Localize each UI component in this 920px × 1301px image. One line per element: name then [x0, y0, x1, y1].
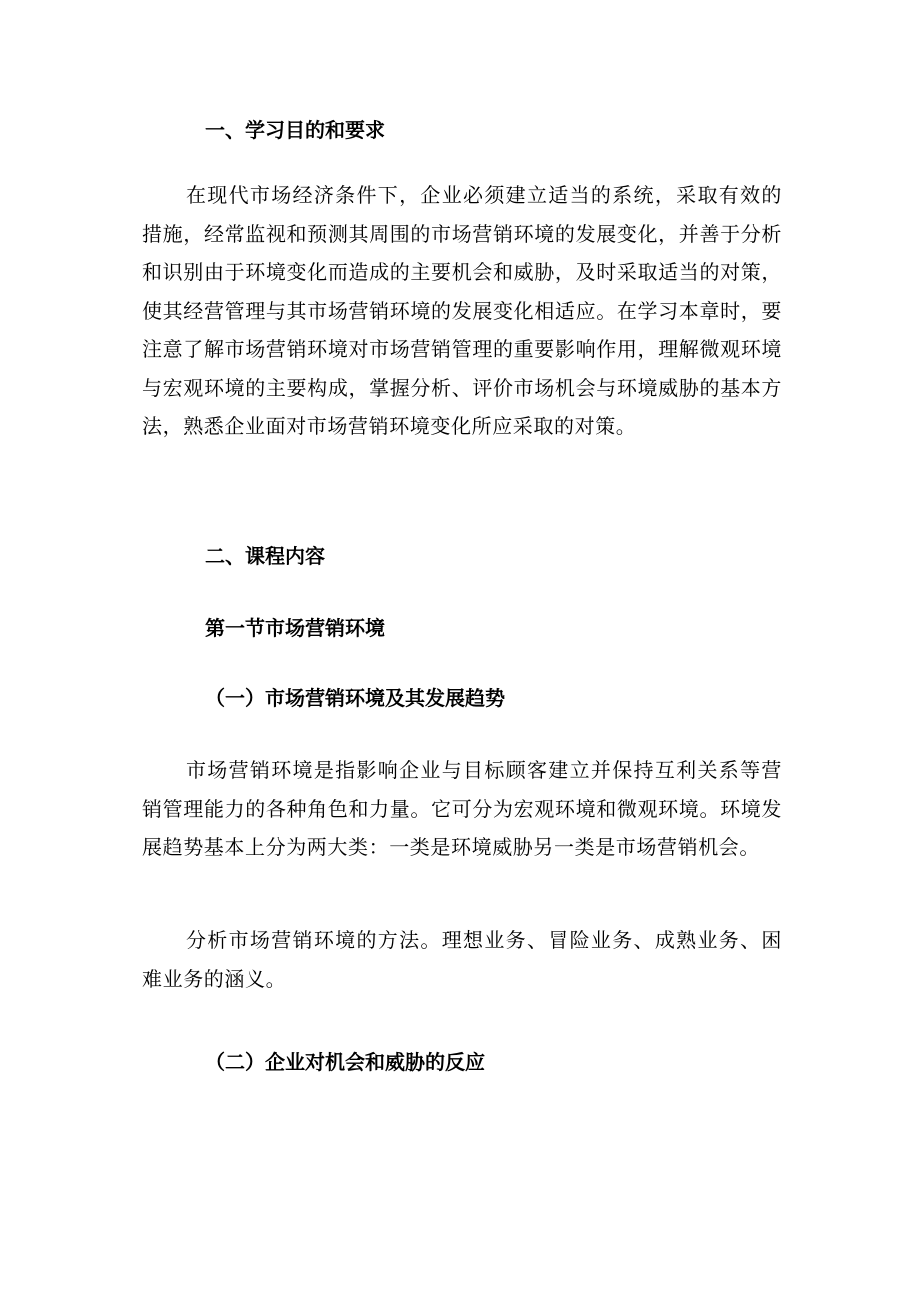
- heading-study-objectives: 一、学习目的和要求: [205, 118, 385, 142]
- section-title-marketing-environment: 第一节市场营销环境: [205, 616, 385, 640]
- heading-course-content: 二、课程内容: [205, 544, 325, 568]
- paragraph-environment-definition: 市场营销环境是指影响企业与目标顾客建立并保持互利关系等营销管理能力的各种角色和力量。它可分为宏观环境和微观环境。环境发展趋势基本上分为两大类：一类是环境威胁另一类是市场营销机会。: [142, 758, 782, 859]
- paragraph-analysis-methods: 分析市场营销环境的方法。理想业务、冒险业务、成熟业务、困难业务的涵义。: [142, 928, 782, 991]
- subsection-title-response: （二）企业对机会和威胁的反应: [205, 1050, 485, 1074]
- paragraph-objectives: 在现代市场经济条件下，企业必须建立适当的系统，采取有效的措施，经常监视和预测其周围的市场营销环境的发展变化，并善于分析和识别由于环境变化而造成的主要机会和威胁，及时采取适当的对策，使其经营管理与其市场营销环境的发展变化相适应。在学习本章时，要注意了解市场营销环境对市场营销管理的重要影响作用，理解微观环境与宏观环境的主要构成，掌握分析、评价市场机会与环境威胁的基本方法，熟悉企业面对市场营销环境变化所应采取的对策。: [142, 183, 782, 438]
- subsection-title-environment-trends: （一）市场营销环境及其发展趋势: [205, 686, 505, 710]
